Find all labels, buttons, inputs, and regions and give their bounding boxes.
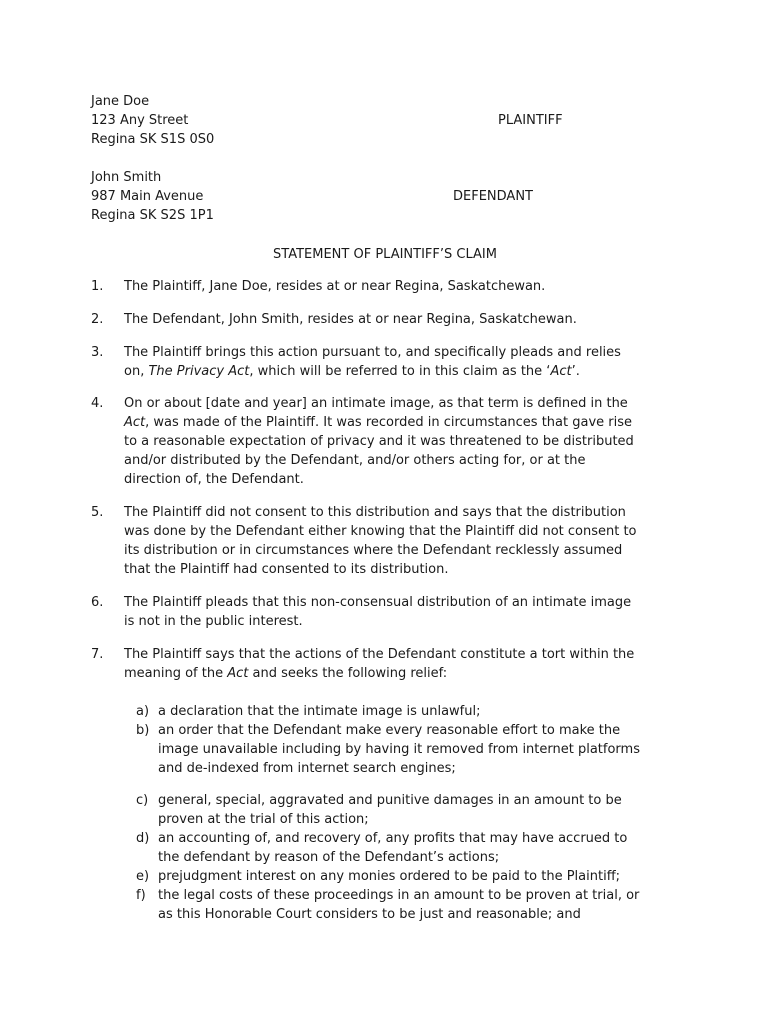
relief-letter: e) [136, 869, 150, 884]
text-line: and de-indexed from internet search engines; [158, 761, 456, 776]
document-title: STATEMENT OF PLAINTIFF’S CLAIM [273, 247, 497, 262]
plaintiff-role-label: PLAINTIFF [498, 113, 563, 128]
relief-letter: d) [136, 831, 150, 846]
text-line: The Plaintiff says that the actions of the Defendant constitute a tort within the [124, 647, 635, 662]
relief-text [158, 829, 698, 867]
text-segment: , was made of the Plaintiff. It was recorded in circumstances that gave rise [145, 415, 633, 430]
text-line: The Plaintiff pleads that this non-consensual distribution of an intimate image [124, 595, 632, 610]
defendant-name: John Smith [91, 170, 162, 185]
text-line: was done by the Defendant either knowing that the Plaintiff did not consent to [124, 524, 637, 539]
text-line: an accounting of, and recovery of, any profits that may have accrued to [158, 831, 628, 846]
relief-text [158, 721, 698, 778]
text-line: as this Honorable Court considers to be just and reasonable; and [158, 907, 581, 922]
text-line: On or about [date and year] an intimate image, as that term is defined in the [124, 396, 628, 411]
text-line: the defendant by reason of the Defendant’s actions; [158, 850, 500, 865]
text-line: a declaration that the intimate image is unlawful; [158, 704, 481, 719]
text-line: prejudgment interest on any monies ordered to be paid to the Plaintiff; [158, 869, 621, 884]
relief-text [158, 886, 698, 924]
text-line: general, special, aggravated and punitive damages in an amount to be [158, 793, 622, 808]
paragraph-number: 4. [91, 396, 104, 411]
text-line [124, 362, 679, 381]
text-segment: on, [124, 364, 149, 379]
text-line: The Plaintiff brings this action pursuant to, and specifically pleads and relies [124, 345, 621, 360]
paragraph-number: 6. [91, 595, 104, 610]
paragraph-text [124, 593, 679, 631]
italic-term: The Privacy Act [148, 364, 250, 379]
paragraph-number: 1. [91, 279, 104, 294]
relief-letter: a) [136, 704, 150, 719]
text-line: an order that the Defendant make every reasonable effort to make the [158, 723, 621, 738]
relief-text [158, 702, 698, 721]
text-line: proven at the trial of this action; [158, 812, 369, 827]
relief-letter: f) [136, 888, 146, 903]
text-segment: and seeks the following relief: [248, 666, 448, 681]
italic-term: Act [124, 415, 146, 430]
paragraph-number: 7. [91, 647, 104, 662]
paragraph-number: 5. [91, 505, 104, 520]
paragraph-number: 2. [91, 312, 104, 327]
defendant-address-block [91, 168, 691, 225]
text-line: that the Plaintiff had consented to its distribution. [124, 562, 449, 577]
plaintiff-address-block [91, 92, 691, 149]
italic-term: Act [550, 364, 572, 379]
plaintiff-city: Regina SK S1S 0S0 [91, 132, 215, 147]
paragraph-text [124, 645, 679, 683]
text-line: The Defendant, John Smith, resides at or near Regina, Saskatchewan. [124, 312, 577, 327]
text-line: the legal costs of these proceedings in an amount to be proven at trial, or [158, 888, 640, 903]
text-line: to a reasonable expectation of privacy and it was threatened to be distributed [124, 434, 634, 449]
paragraph-text [124, 277, 679, 296]
relief-letter: b) [136, 723, 150, 738]
text-line: and/or distributed by the Defendant, and/or others acting for, or at the [124, 453, 586, 468]
text-line: is not in the public interest. [124, 614, 303, 629]
text-line [124, 413, 679, 432]
text-segment: meaning of the [124, 666, 228, 681]
text-line: The Plaintiff, Jane Doe, resides at or near Regina, Saskatchewan. [124, 279, 546, 294]
relief-text [158, 867, 698, 886]
plaintiff-name: Jane Doe [91, 94, 150, 109]
text-line: its distribution or in circumstances where the Defendant recklessly assumed [124, 543, 623, 558]
text-segment: , which will be referred to in this claim as the ‘ [249, 364, 551, 379]
paragraph-text [124, 503, 679, 579]
relief-text [158, 791, 698, 829]
paragraph-number: 3. [91, 345, 104, 360]
plaintiff-street: 123 Any Street [91, 113, 189, 128]
defendant-street: 987 Main Avenue [91, 189, 204, 204]
text-line: The Plaintiff did not consent to this distribution and says that the distribution [124, 505, 626, 520]
text-line: direction of, the Defendant. [124, 472, 304, 487]
italic-term: Act [227, 666, 249, 681]
paragraph-text [124, 310, 679, 329]
defendant-city: Regina SK S2S 1P1 [91, 208, 214, 223]
text-line [124, 664, 679, 683]
text-segment: ’. [571, 364, 580, 379]
paragraph-text [124, 343, 679, 381]
text-line: image unavailable including by having it removed from internet platforms [158, 742, 640, 757]
defendant-role-label: DEFENDANT [453, 189, 533, 204]
paragraph-text [124, 394, 679, 489]
relief-letter: c) [136, 793, 149, 808]
